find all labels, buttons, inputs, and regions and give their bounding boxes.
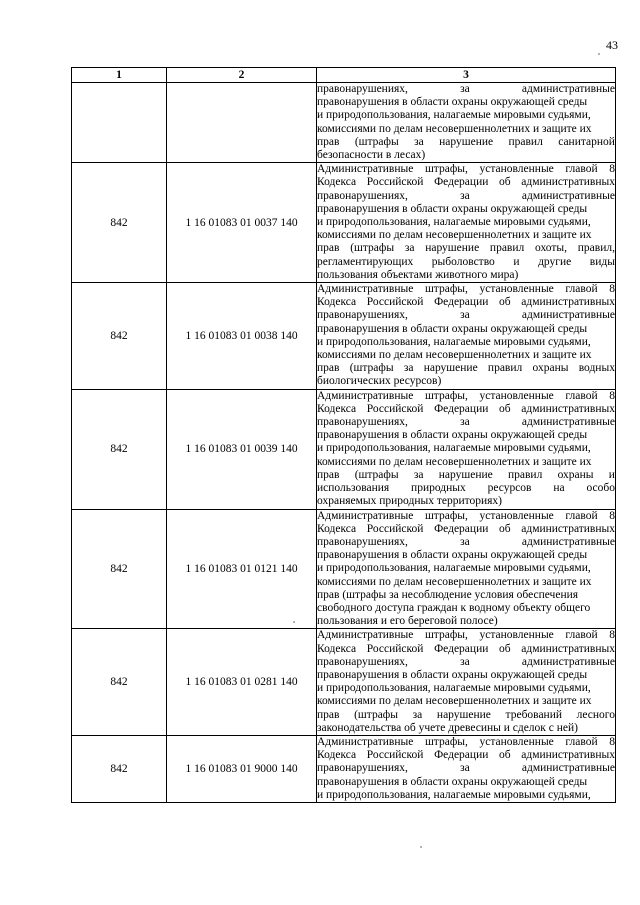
- description-word: Кодекса: [317, 402, 357, 415]
- description-line: и природопользования, налагаемые мировыми судьями,: [317, 562, 591, 575]
- description-word: об: [499, 176, 511, 189]
- description-word: об: [499, 642, 511, 655]
- description-word: (штрафы: [354, 708, 398, 721]
- description-word: за: [460, 762, 470, 775]
- description-word: об: [499, 522, 511, 535]
- description-word: на: [553, 482, 565, 495]
- description-line: [317, 190, 615, 203]
- description-word: правил: [487, 362, 523, 375]
- scan-speck: [293, 621, 295, 623]
- table-row: [72, 389, 616, 509]
- description-word: охраны: [557, 468, 594, 481]
- description-line: [317, 176, 615, 189]
- description-line: [317, 469, 615, 482]
- description-line: [317, 643, 615, 656]
- description-word: административных: [521, 296, 615, 309]
- description-word: правонарушениях,: [317, 83, 408, 95]
- description-word: Российской: [366, 749, 424, 762]
- description-word: штрафы,: [424, 735, 468, 748]
- description-word: штрафы,: [424, 389, 468, 402]
- description-word: виды: [589, 255, 615, 268]
- description-word: административные: [521, 189, 615, 202]
- description-line: правонарушения в области охраны окружающей среды: [317, 668, 588, 681]
- description-word: Федерации: [434, 402, 489, 415]
- description-word: штрафы,: [424, 629, 468, 642]
- budget-classification-code-cell: 1 16 01083 01 0121 140: [167, 509, 317, 629]
- description-line: и природопользования, налагаемые мировыми судьями,: [317, 335, 591, 348]
- description-word: использования: [317, 482, 390, 495]
- description-word: за: [460, 83, 470, 95]
- description-word: и: [608, 468, 615, 481]
- description-word: нарушение: [425, 242, 480, 255]
- table-row: [72, 629, 616, 736]
- description-word: установленные: [479, 389, 554, 402]
- admin-code-cell: 842: [72, 283, 167, 390]
- description-word: 8: [609, 163, 615, 176]
- description-word: правонарушениях,: [317, 416, 408, 429]
- budget-classification-code-cell: 1 16 01083 01 0281 140: [167, 629, 317, 736]
- description-line: комиссиями по делам несовершеннолетних и защите их: [317, 229, 592, 242]
- description-line: [317, 482, 615, 495]
- budget-classification-code-cell: 1 16 01083 01 9000 140: [167, 735, 317, 802]
- description-word: установленные: [479, 283, 554, 296]
- description-line: биологических ресурсов): [317, 375, 442, 388]
- description-word: административных: [521, 749, 615, 762]
- description-cell: [317, 83, 616, 163]
- page-number: 43: [606, 38, 618, 52]
- column-header-3: 3: [317, 68, 616, 83]
- description-word: (штрафы: [354, 135, 399, 148]
- description-line: [317, 762, 615, 775]
- description-word: Административные: [317, 163, 414, 176]
- description-word: прав: [317, 135, 340, 148]
- description-cell: [317, 389, 616, 509]
- description-line: и природопользования, налагаемые мировыми судьями,: [317, 216, 591, 229]
- column-header-2: 2: [167, 68, 317, 83]
- description-line: [317, 709, 615, 722]
- description-word: Административные: [317, 509, 414, 522]
- description-line: комиссиями по делам несовершеннолетних и защите их: [317, 575, 592, 588]
- description-word: Российской: [366, 402, 424, 415]
- description-line: [317, 523, 615, 536]
- description-word: прав: [317, 468, 340, 481]
- description-word: Кодекса: [317, 642, 357, 655]
- description-line: [317, 136, 615, 149]
- description-word: административные: [521, 762, 615, 775]
- description-word: Федерации: [434, 296, 489, 309]
- description-word: Федерации: [434, 642, 489, 655]
- description-word: санитарной: [558, 135, 615, 148]
- description-word: административных: [521, 176, 615, 189]
- description-word: Административные: [317, 629, 414, 642]
- table-header-row: [72, 68, 616, 83]
- description-word: административные: [521, 83, 615, 95]
- description-word: Федерации: [434, 522, 489, 535]
- table-row: [72, 83, 616, 163]
- description-word: административные: [521, 655, 615, 668]
- description-word: установленные: [479, 163, 554, 176]
- description-line: охраняемых природных территориях): [317, 495, 503, 508]
- description-word: прав: [317, 242, 340, 255]
- description-word: за: [413, 468, 424, 481]
- description-word: (штрафы: [350, 242, 395, 255]
- description-line: [317, 296, 615, 309]
- description-line: правонарушения в области охраны окружающей среды: [317, 775, 588, 788]
- budget-classification-code-cell: 1 16 01083 01 0038 140: [167, 283, 317, 390]
- description-word: административные: [521, 416, 615, 429]
- description-word: правонарушениях,: [317, 309, 408, 322]
- description-word: Федерации: [434, 176, 489, 189]
- description-word: главой: [565, 735, 598, 748]
- description-word: за: [412, 708, 423, 721]
- description-word: за: [403, 362, 414, 375]
- description-word: за: [460, 535, 470, 548]
- budget-codes-table: [71, 67, 616, 803]
- description-word: ресурсов: [487, 482, 532, 495]
- description-line: свободного доступа граждан к водному объекту общего: [317, 601, 591, 614]
- admin-code-cell: 842: [72, 509, 167, 629]
- description-word: Российской: [366, 176, 424, 189]
- scan-speck: [598, 53, 600, 55]
- description-word: административных: [521, 642, 615, 655]
- description-word: правонарушениях,: [317, 189, 408, 202]
- description-word: Федерации: [434, 749, 489, 762]
- description-word: и: [513, 255, 520, 268]
- description-line: [317, 242, 615, 255]
- budget-classification-code-cell: [167, 83, 317, 163]
- description-word: Российской: [366, 642, 424, 655]
- description-line: [317, 256, 615, 269]
- description-line: [317, 629, 615, 642]
- description-line: и природопользования, налагаемые мировыми судьями,: [317, 788, 591, 801]
- description-word: за: [404, 242, 415, 255]
- description-word: за: [460, 416, 470, 429]
- admin-code-cell: 842: [72, 389, 167, 509]
- description-word: административные: [521, 535, 615, 548]
- description-word: водных: [578, 362, 615, 375]
- description-word: Российской: [366, 522, 424, 535]
- description-line: пользования и его береговой полосе): [317, 615, 498, 628]
- description-word: регламентирующих: [317, 255, 414, 268]
- description-word: установленные: [479, 509, 554, 522]
- admin-code-cell: 842: [72, 629, 167, 736]
- description-line: [317, 163, 615, 176]
- description-word: 8: [609, 629, 615, 642]
- description-word: штрафы,: [424, 163, 468, 176]
- description-word: природных: [411, 482, 466, 495]
- description-word: (штрафы: [354, 468, 399, 481]
- description-word: другие: [538, 255, 572, 268]
- description-word: установленные: [479, 629, 554, 642]
- description-word: штрафы,: [424, 509, 468, 522]
- description-word: правил,: [577, 242, 615, 255]
- description-line: [317, 283, 615, 296]
- description-line: комиссиями по делам несовершеннолетних и защите их: [317, 122, 592, 135]
- description-cell: [317, 735, 616, 802]
- table-row: [72, 163, 616, 283]
- description-line: [317, 510, 615, 523]
- column-header-1: 1: [72, 68, 167, 83]
- description-word: об: [499, 749, 511, 762]
- description-line: правонарушения в области охраны окружающей среды: [317, 429, 588, 442]
- description-word: главой: [565, 163, 598, 176]
- table-row: [72, 283, 616, 390]
- description-word: штрафы,: [424, 283, 468, 296]
- admin-code-cell: [72, 83, 167, 163]
- table-row: [72, 735, 616, 802]
- description-word: главой: [565, 283, 598, 296]
- description-word: 8: [609, 509, 615, 522]
- description-line: комиссиями по делам несовершеннолетних и защите их: [317, 695, 592, 708]
- description-line: правонарушения в области охраны окружающей среды: [317, 202, 588, 215]
- description-word: административных: [521, 522, 615, 535]
- description-word: правил: [508, 135, 543, 148]
- description-word: административных: [521, 402, 615, 415]
- description-word: прав: [317, 362, 340, 375]
- description-line: законодательства об учете древесины и сделок с ней): [317, 721, 578, 734]
- description-line: [317, 309, 615, 322]
- description-word: главой: [565, 389, 598, 402]
- admin-code-cell: 842: [72, 735, 167, 802]
- description-word: Кодекса: [317, 296, 357, 309]
- description-word: Административные: [317, 389, 414, 402]
- description-word: 8: [609, 389, 615, 402]
- description-word: нарушение: [436, 708, 491, 721]
- description-word: главой: [565, 629, 598, 642]
- description-word: правонарушениях,: [317, 535, 408, 548]
- description-word: главой: [565, 509, 598, 522]
- description-word: об: [499, 402, 511, 415]
- description-line: [317, 83, 615, 96]
- description-word: Кодекса: [317, 749, 357, 762]
- description-word: за: [460, 655, 470, 668]
- description-word: охоты,: [535, 242, 568, 255]
- description-word: Российской: [366, 296, 424, 309]
- description-word: Административные: [317, 283, 414, 296]
- description-word: требований: [505, 708, 563, 721]
- description-line: правонарушения в области охраны окружающей среды: [317, 96, 588, 109]
- description-line: правонарушения в области охраны окружающей среды: [317, 549, 588, 562]
- budget-classification-code-cell: 1 16 01083 01 0039 140: [167, 389, 317, 509]
- description-word: за: [460, 189, 470, 202]
- budget-classification-code-cell: 1 16 01083 01 0037 140: [167, 163, 317, 283]
- description-word: правонарушениях,: [317, 655, 408, 668]
- description-line: комиссиями по делам несовершеннолетних и защите их: [317, 349, 592, 362]
- description-word: правил: [489, 242, 525, 255]
- description-line: прав (штрафы за несоблюдение условия обеспечения: [317, 588, 579, 601]
- description-word: правил: [507, 468, 543, 481]
- description-word: 8: [609, 283, 615, 296]
- description-word: Кодекса: [317, 176, 357, 189]
- description-line: [317, 390, 615, 403]
- description-line: пользования объектами животного мира): [317, 268, 519, 281]
- description-word: прав: [317, 708, 340, 721]
- description-line: [317, 362, 615, 375]
- description-word: за: [414, 135, 424, 148]
- description-cell: [317, 509, 616, 629]
- description-word: нарушение: [423, 362, 478, 375]
- description-word: Административные: [317, 735, 414, 748]
- description-line: безопасности в лесах): [317, 149, 426, 162]
- description-word: лесного: [576, 708, 615, 721]
- description-line: и природопользования, налагаемые мировыми судьями,: [317, 109, 591, 122]
- description-line: [317, 736, 615, 749]
- description-word: (штрафы: [349, 362, 394, 375]
- description-line: [317, 416, 615, 429]
- table-row: [72, 509, 616, 629]
- description-line: [317, 656, 615, 669]
- description-line: комиссиями по делам несовершеннолетних и защите их: [317, 455, 592, 468]
- description-word: установленные: [479, 735, 554, 748]
- description-word: особо: [586, 482, 615, 495]
- description-word: нарушение: [438, 468, 493, 481]
- description-word: рыболовство: [431, 255, 495, 268]
- description-word: об: [499, 296, 511, 309]
- description-cell: [317, 163, 616, 283]
- description-line: правонарушения в области охраны окружающей среды: [317, 322, 588, 335]
- description-word: охраны: [532, 362, 569, 375]
- description-word: 8: [609, 735, 615, 748]
- description-word: нарушение: [439, 135, 494, 148]
- description-line: и природопользования, налагаемые мировыми судьями,: [317, 682, 591, 695]
- description-line: [317, 403, 615, 416]
- description-line: [317, 536, 615, 549]
- description-word: за: [460, 309, 470, 322]
- description-word: правонарушениях,: [317, 762, 408, 775]
- description-line: и природопользования, налагаемые мировыми судьями,: [317, 442, 591, 455]
- description-word: административные: [521, 309, 615, 322]
- scan-speck: [420, 846, 422, 848]
- description-line: [317, 749, 615, 762]
- description-word: Кодекса: [317, 522, 357, 535]
- description-cell: [317, 283, 616, 390]
- description-cell: [317, 629, 616, 736]
- admin-code-cell: 842: [72, 163, 167, 283]
